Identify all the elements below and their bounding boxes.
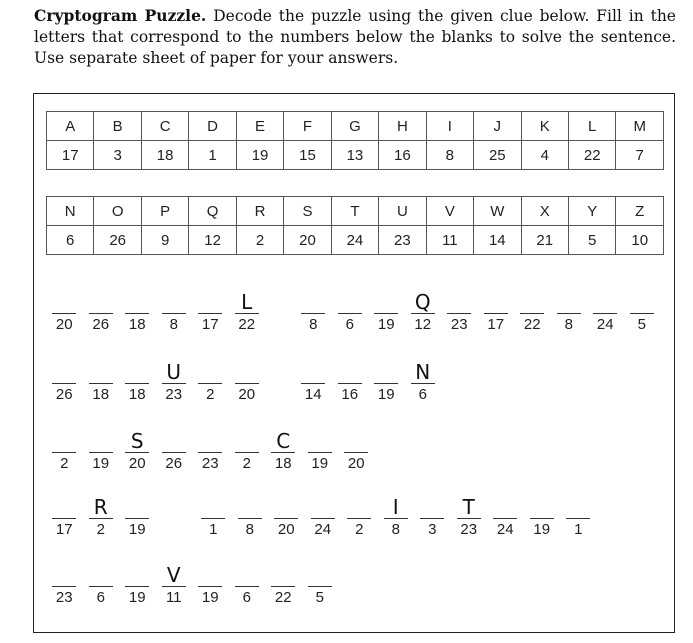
puzzle-cell [229, 565, 266, 607]
puzzle-cell [478, 292, 515, 334]
code-number: 2 [96, 521, 105, 538]
answer-blank[interactable] [52, 313, 76, 314]
cipher-letter-cell: R [236, 197, 283, 226]
answer-blank[interactable] [338, 383, 362, 384]
answer-blank[interactable] [484, 313, 508, 314]
puzzle-cell [46, 497, 83, 539]
puzzle-cell [119, 497, 156, 539]
cipher-letter-cell: W [474, 197, 521, 226]
puzzle-cell [378, 497, 415, 539]
code-number: 6 [418, 386, 427, 403]
puzzle-cell [587, 292, 624, 334]
code-number: 19 [311, 455, 329, 472]
code-number: 26 [55, 386, 73, 403]
cipher-number-cell: 19 [236, 141, 283, 170]
code-number: 20 [128, 455, 146, 472]
code-number: 8 [309, 316, 318, 333]
cipher-letters-row [47, 197, 664, 226]
answer-blank[interactable] [457, 518, 481, 519]
cipher-number-cell: 9 [141, 226, 188, 255]
code-number: 14 [304, 386, 322, 403]
puzzle-cell [83, 565, 120, 607]
answer-blank[interactable] [52, 518, 76, 519]
puzzle-cell [487, 497, 524, 539]
answer-blank[interactable] [235, 452, 259, 453]
hint-letter: S [130, 429, 144, 453]
puzzle-cell [332, 292, 369, 334]
cipher-letter-cell: T [331, 197, 378, 226]
cipher-letter-cell: Y [568, 197, 615, 226]
cipher-letters-row [47, 112, 664, 141]
answer-blank[interactable] [198, 452, 222, 453]
code-number: 20 [238, 386, 256, 403]
puzzle-cell [514, 292, 551, 334]
code-number: 19 [533, 521, 551, 538]
puzzle-word [295, 292, 660, 334]
cipher-number-cell: 22 [568, 141, 615, 170]
cipher-number-cell: 21 [521, 226, 568, 255]
code-number: 6 [96, 589, 105, 606]
cipher-number-cell: 16 [379, 141, 426, 170]
puzzle-cell [341, 497, 378, 539]
cipher-number-cell: 1 [189, 141, 236, 170]
cipher-letter-cell: S [284, 197, 331, 226]
puzzle-cell [83, 362, 120, 404]
answer-blank[interactable] [493, 518, 517, 519]
code-number: 19 [92, 455, 110, 472]
cipher-number-cell: 6 [47, 226, 94, 255]
answer-blank[interactable] [89, 518, 113, 519]
puzzle-word [195, 497, 597, 539]
cipher-letter-cell: F [284, 112, 331, 141]
answer-blank[interactable] [198, 313, 222, 314]
code-number: 24 [596, 316, 614, 333]
code-number: 1 [209, 521, 218, 538]
cipher-letter-cell: N [47, 197, 94, 226]
answer-blank[interactable] [235, 586, 259, 587]
puzzle-cell [229, 431, 266, 473]
code-number: 3 [428, 521, 437, 538]
code-number: 18 [128, 386, 146, 403]
puzzle-cell [414, 497, 451, 539]
answer-blank[interactable] [162, 586, 186, 587]
code-number: 24 [496, 521, 514, 538]
cipher-letter-cell: C [141, 112, 188, 141]
cipher-key-table-a-m [46, 111, 664, 170]
cipher-number-cell: 13 [331, 141, 378, 170]
cipher-letter-cell: I [426, 112, 473, 141]
code-number: 12 [414, 316, 432, 333]
cipher-letter-cell: L [568, 112, 615, 141]
puzzle-cell [83, 497, 120, 539]
hint-letter: N [415, 360, 431, 384]
answer-blank[interactable] [162, 452, 186, 453]
puzzle-cell [156, 431, 193, 473]
cipher-number-cell: 3 [94, 141, 141, 170]
cipher-letter-cell: O [94, 197, 141, 226]
answer-blank[interactable] [347, 518, 371, 519]
puzzle-cell [265, 431, 302, 473]
answer-blank[interactable] [411, 383, 435, 384]
answer-blank[interactable] [89, 313, 113, 314]
cipher-number-cell: 7 [616, 141, 664, 170]
hint-letter: L [241, 290, 253, 314]
answer-blank[interactable] [238, 518, 262, 519]
puzzle-cell [295, 292, 332, 334]
puzzle-cell [119, 431, 156, 473]
hint-letter: I [392, 495, 399, 519]
puzzle-cell [195, 497, 232, 539]
code-number: 6 [242, 589, 251, 606]
puzzle-cell [368, 362, 405, 404]
cipher-number-cell: 4 [521, 141, 568, 170]
code-number: 18 [128, 316, 146, 333]
puzzle-cell [302, 565, 339, 607]
answer-blank[interactable] [420, 518, 444, 519]
cipher-number-cell: 23 [379, 226, 426, 255]
cipher-number-cell: 15 [284, 141, 331, 170]
code-number: 19 [377, 316, 395, 333]
code-number: 17 [487, 316, 505, 333]
cipher-numbers-row [47, 226, 664, 255]
code-number: 2 [355, 521, 364, 538]
cipher-number-cell: 10 [616, 226, 664, 255]
code-number: 22 [274, 589, 292, 606]
cipher-letter-cell: Q [189, 197, 236, 226]
code-number: 26 [165, 455, 183, 472]
code-number: 2 [60, 455, 69, 472]
answer-blank[interactable] [374, 383, 398, 384]
puzzle-cell [560, 497, 597, 539]
cipher-number-cell: 26 [94, 226, 141, 255]
code-number: 19 [201, 589, 219, 606]
puzzle-cell [46, 362, 83, 404]
cipher-number-cell: 20 [284, 226, 331, 255]
answer-blank[interactable] [557, 313, 581, 314]
code-number: 16 [341, 386, 359, 403]
answer-blank[interactable] [311, 518, 335, 519]
answer-blank[interactable] [301, 313, 325, 314]
cipher-letter-cell: M [616, 112, 664, 141]
cipher-letter-cell: K [521, 112, 568, 141]
answer-blank[interactable] [89, 452, 113, 453]
puzzle-cell [232, 497, 269, 539]
puzzle-cell [119, 565, 156, 607]
code-number: 23 [460, 521, 478, 538]
puzzle-cell [46, 431, 83, 473]
code-number: 8 [245, 521, 254, 538]
answer-blank[interactable] [198, 383, 222, 384]
puzzle-word [46, 431, 375, 473]
answer-blank[interactable] [344, 452, 368, 453]
cipher-number-cell: 8 [426, 141, 473, 170]
cipher-number-cell: 25 [474, 141, 521, 170]
code-number: 8 [169, 316, 178, 333]
answer-blank[interactable] [566, 518, 590, 519]
puzzle-cell [156, 565, 193, 607]
puzzle-cell [551, 292, 588, 334]
puzzle-cell [119, 362, 156, 404]
puzzle-cell [338, 431, 375, 473]
code-number: 20 [55, 316, 73, 333]
code-number: 23 [450, 316, 468, 333]
puzzle-cell [46, 292, 83, 334]
puzzle-cell [332, 362, 369, 404]
puzzle-cell [405, 292, 442, 334]
answer-blank[interactable] [162, 313, 186, 314]
answer-blank[interactable] [411, 313, 435, 314]
puzzle-cell [192, 362, 229, 404]
answer-blank[interactable] [52, 452, 76, 453]
code-number: 19 [128, 589, 146, 606]
answer-blank[interactable] [52, 586, 76, 587]
puzzle-cell [192, 292, 229, 334]
code-number: 2 [206, 386, 215, 403]
answer-blank[interactable] [162, 383, 186, 384]
cipher-letter-cell: V [426, 197, 473, 226]
answer-blank[interactable] [520, 313, 544, 314]
answer-blank[interactable] [447, 313, 471, 314]
puzzle-cell [451, 497, 488, 539]
answer-blank[interactable] [201, 518, 225, 519]
puzzle-cell [119, 292, 156, 334]
puzzle-cell [46, 565, 83, 607]
code-number: 22 [523, 316, 541, 333]
cipher-letter-cell: E [236, 112, 283, 141]
cipher-number-cell: 11 [426, 226, 473, 255]
code-number: 23 [201, 455, 219, 472]
puzzle-cell [229, 362, 266, 404]
puzzle-word [46, 565, 338, 607]
puzzle-word [295, 362, 441, 404]
answer-blank[interactable] [308, 586, 332, 587]
cipher-key-table-n-z [46, 196, 664, 255]
code-number: 17 [55, 521, 73, 538]
answer-blank[interactable] [630, 313, 654, 314]
puzzle-cell [302, 431, 339, 473]
hint-letter: R [93, 495, 108, 519]
cipher-number-cell: 14 [474, 226, 521, 255]
puzzle-word [46, 362, 265, 404]
code-number: 18 [92, 386, 110, 403]
cipher-letter-cell: Z [616, 197, 664, 226]
code-number: 19 [377, 386, 395, 403]
code-number: 26 [92, 316, 110, 333]
answer-blank[interactable] [374, 313, 398, 314]
answer-blank[interactable] [235, 383, 259, 384]
answer-blank[interactable] [52, 383, 76, 384]
cipher-letter-cell: U [379, 197, 426, 226]
code-number: 24 [314, 521, 332, 538]
cipher-number-cell: 5 [568, 226, 615, 255]
answer-blank[interactable] [89, 586, 113, 587]
instructions-text: Decode the puzzle using the given clue below. Fill in the letters that correspond to the numbers below the blanks to solve the sentence. Use separate sheet of paper for your answers. [34, 7, 676, 67]
puzzle-word [46, 292, 265, 334]
answer-blank[interactable] [89, 383, 113, 384]
code-number: 20 [347, 455, 365, 472]
puzzle-cell [192, 431, 229, 473]
cipher-numbers-row [47, 141, 664, 170]
answer-blank[interactable] [235, 313, 259, 314]
cipher-letter-cell: D [189, 112, 236, 141]
hint-letter: V [166, 563, 181, 587]
cipher-number-cell: 18 [141, 141, 188, 170]
puzzle-cell [268, 497, 305, 539]
code-number: 2 [242, 455, 251, 472]
answer-blank[interactable] [274, 518, 298, 519]
answer-blank[interactable] [530, 518, 554, 519]
answer-blank[interactable] [338, 313, 362, 314]
cipher-number-cell: 24 [331, 226, 378, 255]
puzzle-cell [295, 362, 332, 404]
code-number: 23 [55, 589, 73, 606]
cipher-letter-cell: P [141, 197, 188, 226]
cipher-letter-cell: A [47, 112, 94, 141]
cipher-number-cell: 2 [236, 226, 283, 255]
code-number: 1 [574, 521, 583, 538]
answer-blank[interactable] [271, 586, 295, 587]
answer-blank[interactable] [271, 452, 295, 453]
cipher-letter-cell: J [474, 112, 521, 141]
code-number: 8 [391, 521, 400, 538]
code-number: 5 [315, 589, 324, 606]
code-number: 22 [238, 316, 256, 333]
code-number: 20 [277, 521, 295, 538]
code-number: 23 [165, 386, 183, 403]
answer-blank[interactable] [125, 586, 149, 587]
puzzle-cell [83, 292, 120, 334]
puzzle-cell [156, 362, 193, 404]
code-number: 6 [345, 316, 354, 333]
puzzle-word [46, 497, 156, 539]
answer-blank[interactable] [125, 383, 149, 384]
hint-letter: C [276, 429, 291, 453]
puzzle-cell [265, 565, 302, 607]
answer-blank[interactable] [308, 452, 332, 453]
code-number: 18 [274, 455, 292, 472]
answer-blank[interactable] [125, 313, 149, 314]
puzzle-cell [524, 497, 561, 539]
cipher-letter-cell: B [94, 112, 141, 141]
answer-blank[interactable] [593, 313, 617, 314]
puzzle-cell [156, 292, 193, 334]
puzzle-title: Cryptogram Puzzle. [34, 6, 207, 25]
hint-letter: Q [414, 290, 431, 314]
answer-blank[interactable] [198, 586, 222, 587]
puzzle-cell [305, 497, 342, 539]
cipher-letter-cell: H [379, 112, 426, 141]
cipher-letter-cell: X [521, 197, 568, 226]
puzzle-cell [624, 292, 661, 334]
cipher-letter-cell: G [331, 112, 378, 141]
cipher-number-cell: 17 [47, 141, 94, 170]
answer-blank[interactable] [301, 383, 325, 384]
answer-blank[interactable] [125, 452, 149, 453]
code-number: 19 [128, 521, 146, 538]
answer-blank[interactable] [384, 518, 408, 519]
instructions-paragraph [34, 5, 676, 69]
puzzle-cell [405, 362, 442, 404]
puzzle-cell [441, 292, 478, 334]
code-number: 11 [165, 589, 182, 606]
puzzle-cell [229, 292, 266, 334]
answer-blank[interactable] [125, 518, 149, 519]
puzzle-cell [192, 565, 229, 607]
cipher-number-cell: 12 [189, 226, 236, 255]
hint-letter: U [166, 360, 182, 384]
puzzle-cell [368, 292, 405, 334]
puzzle-cell [83, 431, 120, 473]
code-number: 8 [564, 316, 573, 333]
hint-letter: T [462, 495, 475, 519]
code-number: 5 [637, 316, 646, 333]
code-number: 17 [201, 316, 219, 333]
